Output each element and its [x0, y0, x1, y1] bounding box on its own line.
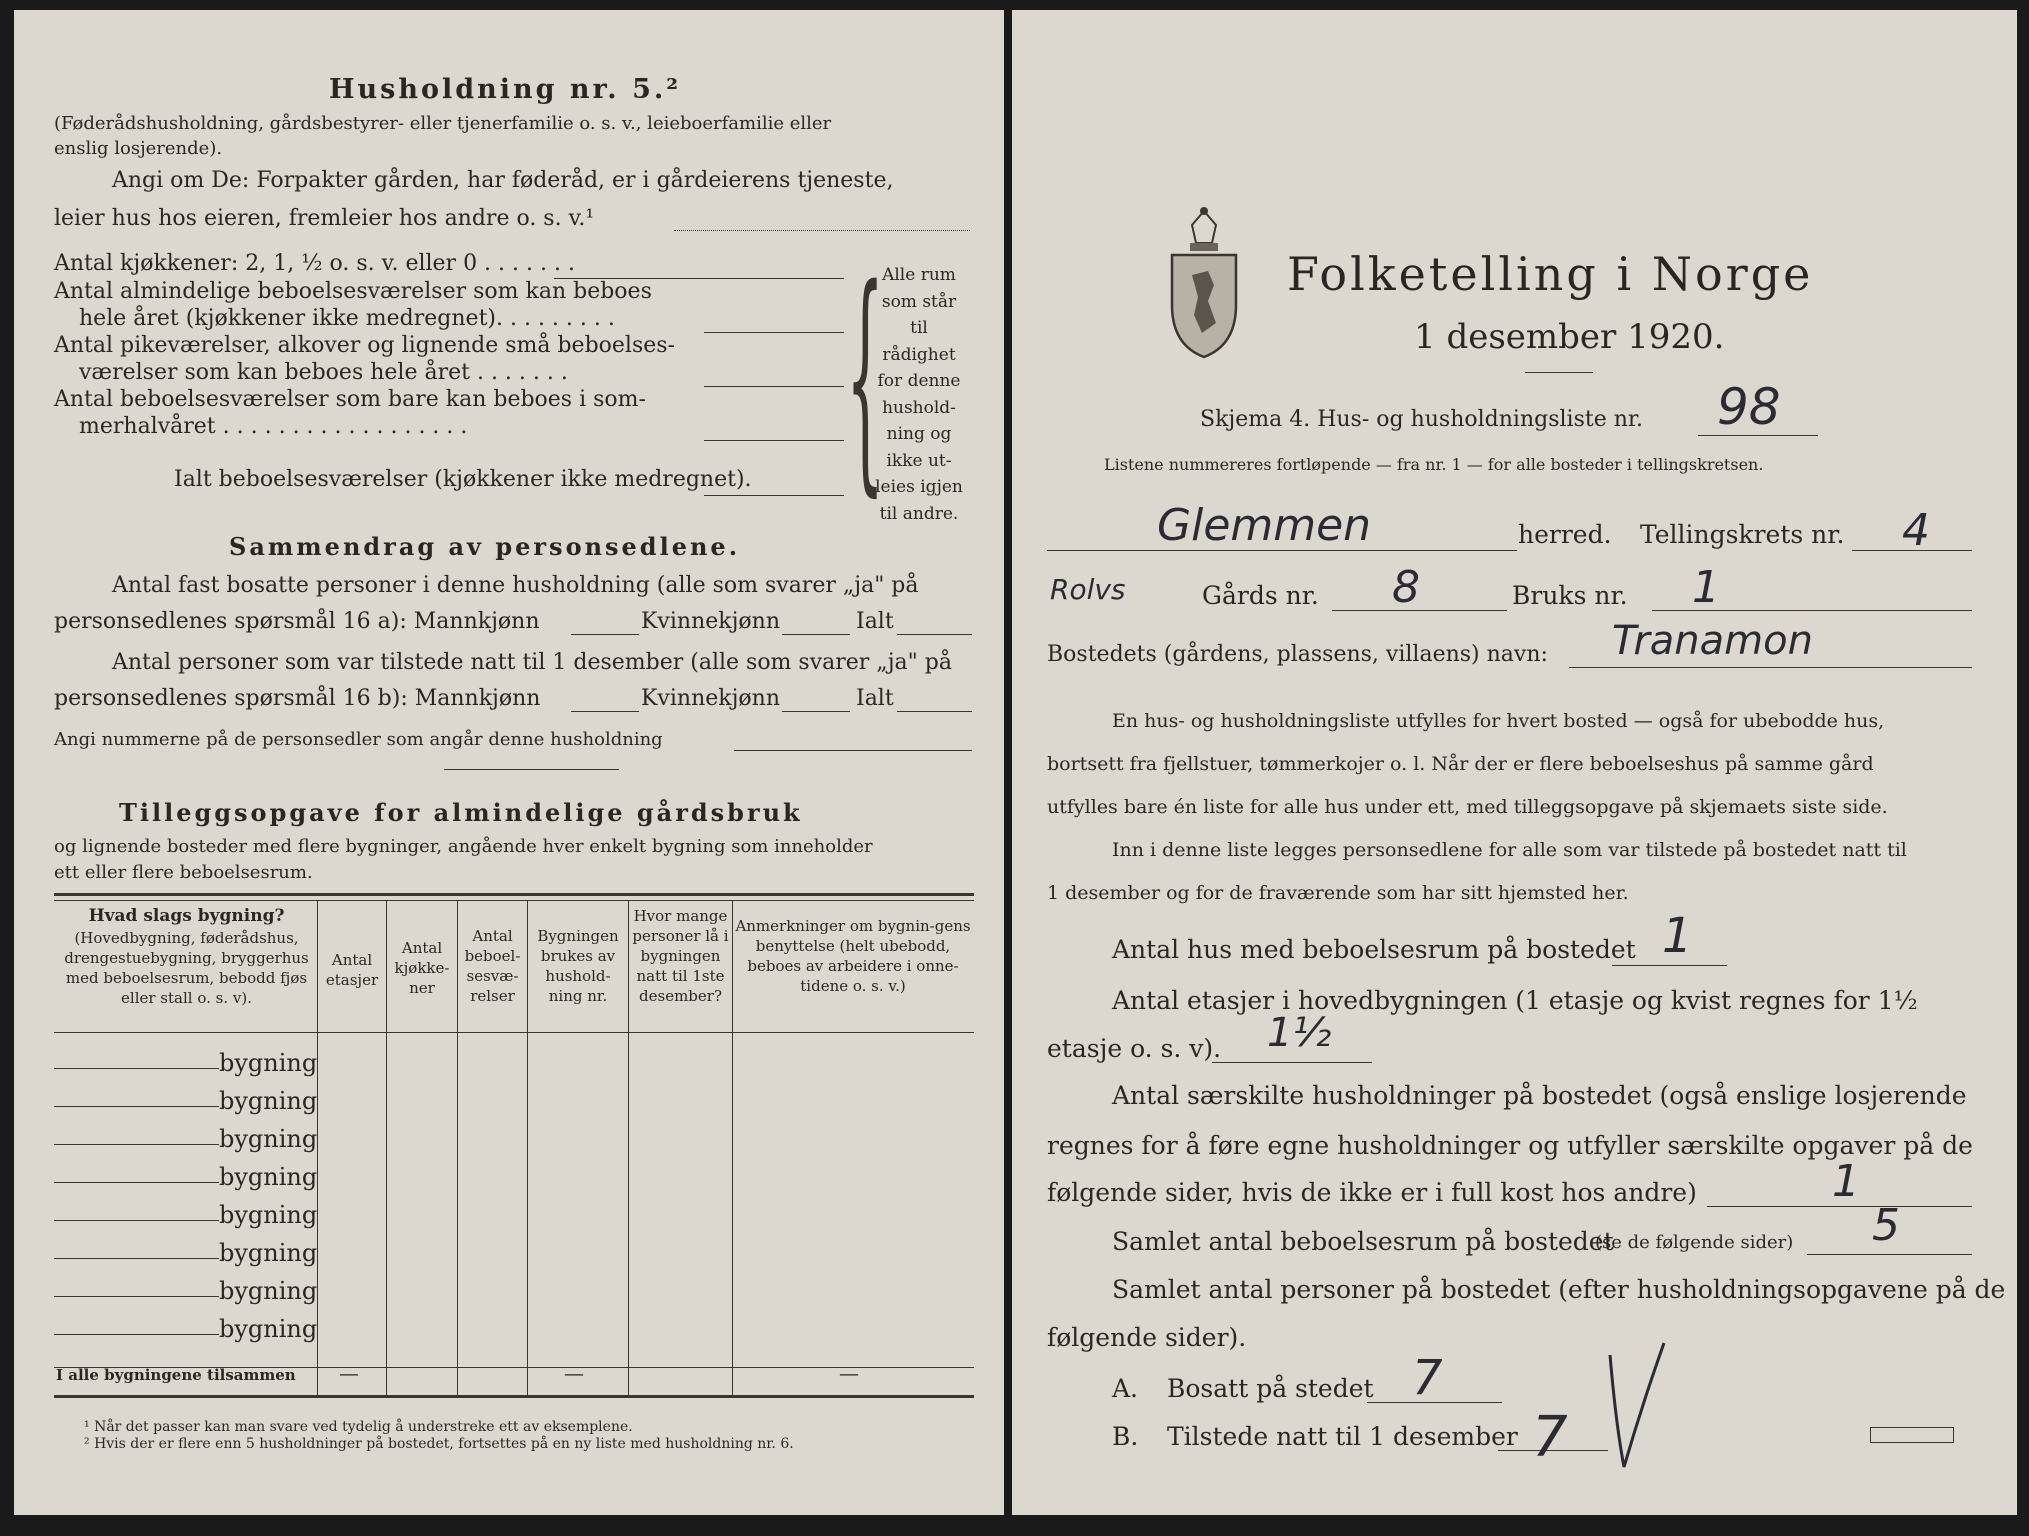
total-dash: — — [339, 1361, 359, 1385]
b-label: B. — [1112, 1422, 1139, 1451]
table-row: bygning — [219, 1087, 318, 1115]
supp-line-1: og lignende bosteder med flere bygninger, angående hver enkelt bygning som inneholder — [54, 836, 873, 857]
a-text: Bosatt på stedet — [1167, 1374, 1374, 1403]
info-line-5: 1 desember og for de fraværende som har sitt hjemsted her. — [1047, 882, 1629, 904]
summary-ialt-2: Ialt — [856, 686, 894, 711]
th-persons: Hvor mange personer lå i bygningen natt til 1ste desember? — [632, 907, 729, 1005]
rooms-line-3: hele året (kjøkkener ikke medregnet). . . . . . . . . — [79, 306, 615, 331]
info-line-3: utfylles bare én liste for alle hus under ett, med tilleggsopgave på skjemaets siste side. — [1047, 796, 1888, 818]
q-pers-2: følgende sider). — [1047, 1323, 1247, 1352]
th-rooms: Antal beboel-sesvæ-relser — [464, 927, 521, 1005]
rooms-line-5: værelser som kan beboes hele året . . . . . . . — [79, 360, 568, 385]
table-total-label: I alle bygningene tilsammen — [56, 1366, 296, 1384]
brace: { — [846, 240, 885, 520]
q-pers-1: Samlet antal personer på bostedet (efter husholdningsopgavene på de — [1112, 1275, 2006, 1304]
supp-title: Tilleggsopgave for almindelige gårdsbruk — [119, 798, 803, 827]
right-page — [1012, 10, 2017, 1515]
th-household: Bygningen brukes av hushold-ning nr. — [537, 927, 619, 1005]
info-line-2: bortsett fra fjellstuer, tømmerkojer o. l. Når der er flere beboelseshus på samme gård — [1047, 753, 1874, 775]
summary-kvinne-1: Kvinnekjønn — [641, 609, 780, 634]
rooms-line-8: Ialt beboelsesværelser (kjøkkener ikke medregnet). — [174, 467, 752, 492]
coat-of-arms-icon — [1164, 205, 1244, 360]
rooms-line-7: merhalvåret . . . . . . . . . . . . . . . . . . — [79, 414, 468, 439]
summary-line-1: Antal fast bosatte personer i denne husholdning (alle som svarer „ja" på — [112, 573, 919, 598]
rooms-line-1: Antal kjøkkener: 2, 1, ½ o. s. v. eller 0 . . . . . . . — [54, 251, 575, 276]
th-building-desc: (Hovedbygning, føderådshus, drengestuebygning, bryggerhus med beboelsesrum, bebodd fjøs eller stall o. s. v). — [64, 929, 309, 1007]
numbering-note: Listene nummereres fortløpende — fra nr. 1 — for alle bosteder i tellingskretsen. — [1104, 455, 1764, 474]
summary-line-4: personsedlenes spørsmål 16 b): Mannkjønn — [54, 686, 541, 711]
check-mark-icon — [1602, 1335, 1672, 1475]
total-dash: — — [839, 1361, 859, 1385]
q-hush-2: regnes for å føre egne husholdninger og utfyller særskilte opgaver på de — [1047, 1131, 1973, 1160]
schema-number: 98 — [1717, 378, 1781, 436]
main-title: Folketelling i Norge — [1287, 247, 1814, 301]
q-hush-3: følgende sider, hvis de ikke er i full kost hos andre) — [1047, 1178, 1697, 1207]
th-floors: Antal etasjer — [325, 951, 379, 989]
summary-line-3: Antal personer som var tilstede natt til 1 desember (alle som svarer „ja" på — [112, 650, 952, 675]
info-line-4: Inn i denne liste legges personsedlene for alle som var tilstede på bostedet natt til — [1112, 839, 1907, 861]
a-label: A. — [1112, 1374, 1139, 1403]
q-hush-1: Antal særskilte husholdninger på bostedet (også enslige losjerende — [1112, 1081, 1967, 1110]
footnote-1: ¹ Når det passer kan man svare ved tydelig å understreke ett av eksemplene. — [84, 1419, 633, 1435]
household-title: Husholdning nr. 5.² — [329, 74, 682, 105]
q-etasjer-1: Antal etasjer i hovedbygningen (1 etasje og kvist regnes for 1½ — [1112, 986, 1918, 1015]
table-row: bygning — [219, 1239, 318, 1267]
q-etasjer-2: etasje o. s. v). — [1047, 1034, 1222, 1063]
summary-kvinne-2: Kvinnekjønn — [641, 686, 780, 711]
krets-label: Tellingskrets nr. — [1640, 520, 1845, 549]
rooms-line-4: Antal pikeværelser, alkover og lignende små beboelses- — [54, 333, 675, 358]
rooms-line-6: Antal beboelsesværelser som bare kan beboes i som- — [54, 387, 646, 412]
th-remarks: Anmerkninger om bygnin-gens benyttelse (helt ubebodd, beboes av arbeidere i onne-tidene o. s. v.) — [735, 917, 971, 995]
bosted-value: Tranamon — [1612, 618, 1813, 664]
summary-line-5: Angi nummerne på de personsedler som angår denne husholdning — [54, 729, 663, 750]
table-row: bygning — [219, 1163, 318, 1191]
q-hus-value: 1 — [1662, 908, 1693, 964]
herred-value: Glemmen — [1157, 500, 1372, 551]
krets-value: 4 — [1902, 505, 1930, 556]
gards-value: 8 — [1392, 562, 1420, 613]
summary-line-2: personsedlenes spørsmål 16 a): Mannkjønn — [54, 609, 540, 634]
q-rum: Samlet antal beboelsesrum på bostedet — [1112, 1227, 1614, 1256]
question-line-2: leier hus hos eieren, fremleier hos andre o. s. v.¹ — [54, 206, 595, 231]
table-row: bygning — [219, 1201, 318, 1229]
summary-ialt-1: Ialt — [856, 609, 894, 634]
q-etasjer-value: 1½ — [1267, 1010, 1332, 1056]
th-kitchens: Antal kjøkke-ner — [394, 939, 450, 997]
th-building-type: Hvad slags bygning? — [88, 906, 285, 926]
table-row: bygning — [219, 1049, 318, 1077]
q-rum-note: (se de følgende sider) — [1595, 1232, 1794, 1253]
bosted-label: Bostedets (gårdens, plassens, villaens) navn: — [1047, 642, 1548, 667]
b-text: Tilstede natt til 1 desember — [1167, 1422, 1518, 1451]
summary-title: Sammendrag av personsedlene. — [229, 532, 741, 561]
table-row: bygning — [219, 1277, 318, 1305]
table-row: bygning — [219, 1315, 318, 1343]
footnote-2: ² Hvis der er flere enn 5 husholdninger på bostedet, fortsettes på en ny liste med husholdning nr. 6. — [84, 1436, 794, 1452]
question-line-1: Angi om De: Forpakter gården, har føderåd, er i gårdeierens tjeneste, — [112, 168, 894, 193]
q-rum-value: 5 — [1872, 1200, 1900, 1251]
gards-prefix: Rolvs — [1050, 573, 1126, 606]
info-line-1: En hus- og husholdningsliste utfylles for hvert bosted — også for ubebodde hus, — [1112, 710, 1885, 732]
table-row: bygning — [219, 1125, 318, 1153]
brace-note: Alle rum som står til rådighet for denne hushold- ning og ikke ut- leies igjen til andre. — [875, 265, 963, 524]
total-dash: — — [564, 1361, 584, 1385]
intro-line-1: (Føderådshusholdning, gårdsbestyrer- eller tjenerfamilie o. s. v., leieboerfamilie eller — [54, 113, 832, 134]
bruks-label: Bruks nr. — [1512, 581, 1628, 610]
herred-label: herred. — [1518, 520, 1612, 549]
q-hush-value: 1 — [1832, 1156, 1860, 1207]
gards-label: Gårds nr. — [1202, 581, 1319, 610]
a-value: 7 — [1412, 1350, 1443, 1406]
intro-line-2: enslig losjerende). — [54, 138, 223, 159]
q-hus: Antal hus med beboelsesrum på bostedet — [1112, 935, 1636, 964]
schema-label: Skjema 4. Hus- og husholdningsliste nr. — [1200, 407, 1643, 432]
census-date: 1 desember 1920. — [1414, 317, 1725, 357]
printer-stamp-icon — [1870, 1427, 1954, 1443]
bruks-value: 1 — [1692, 562, 1720, 613]
b-value: 7 — [1532, 1405, 1568, 1470]
left-page — [14, 10, 1004, 1515]
supp-line-2: ett eller flere beboelsesrum. — [54, 862, 313, 883]
rooms-line-2: Antal almindelige beboelsesværelser som kan beboes — [54, 279, 652, 304]
